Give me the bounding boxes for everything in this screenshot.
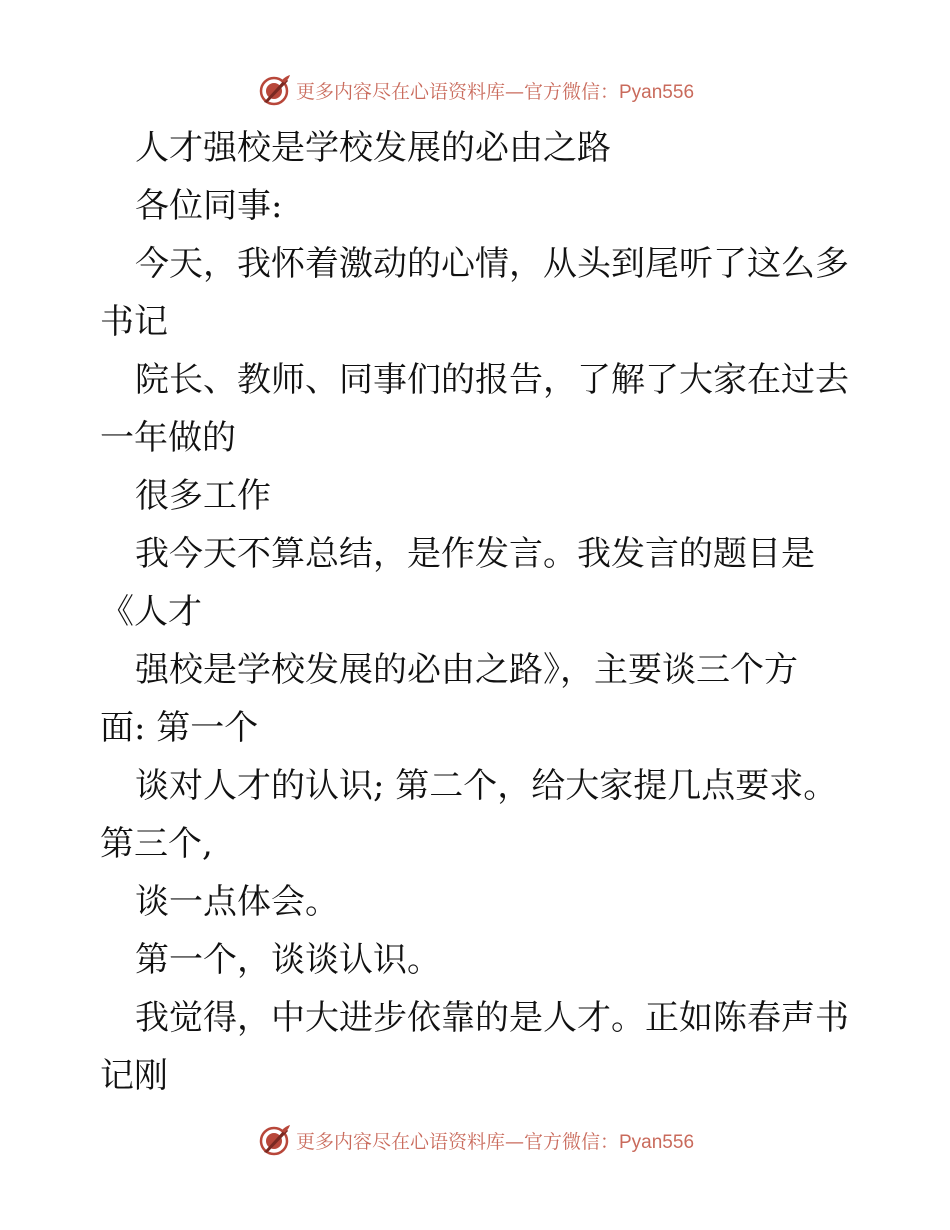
quill-seal-icon xyxy=(256,72,292,108)
footer-slogan: 更多内容尽在心语资料库 xyxy=(295,1130,505,1153)
doc-line: 院长、教师、同事们的报告，了解了大家在过去 xyxy=(135,360,849,400)
doc-line: 我觉得，中大进步依靠的是人才。正如陈春声书 xyxy=(135,998,849,1038)
doc-line: 强校是学校发展的必由之路》，主要谈三个方 xyxy=(135,650,798,690)
doc-line: 记刚 xyxy=(100,1056,168,1096)
header-text xyxy=(296,77,694,104)
doc-line: 各位同事: xyxy=(135,186,283,226)
doc-line: 第一个，谈谈认识。 xyxy=(135,940,441,980)
header-dash: — xyxy=(504,80,524,103)
doc-line: 一年做的 xyxy=(100,418,236,458)
doc-line: 谈一点体会。 xyxy=(135,882,339,922)
doc-line: 很多工作 xyxy=(135,476,271,516)
doc-line: 面: 第一个 xyxy=(100,708,259,748)
doc-title: 人才强校是学校发展的必由之路 xyxy=(135,128,611,168)
header-banner xyxy=(0,70,950,110)
quill-seal-icon xyxy=(256,1122,292,1158)
footer-wechat-label: 官方微信： xyxy=(523,1130,619,1153)
doc-line: 我今天不算总结，是作发言。我发言的题目是 xyxy=(135,534,815,574)
footer-banner xyxy=(0,1120,950,1160)
doc-line: 第三个, xyxy=(100,824,213,864)
doc-line: 谈对人才的认识; 第二个，给大家提几点要求。 xyxy=(135,766,838,806)
header-slogan: 更多内容尽在心语资料库 xyxy=(295,80,505,103)
footer-dash: — xyxy=(504,1130,524,1153)
header-wechat-id: Pyan556 xyxy=(619,81,695,103)
header-wechat-label: 官方微信： xyxy=(523,80,619,103)
doc-line: 书记 xyxy=(100,302,168,342)
doc-line: 今天，我怀着激动的心情，从头到尾听了这么多 xyxy=(135,244,849,284)
doc-line: 《人才 xyxy=(100,592,202,632)
footer-text xyxy=(296,1127,694,1154)
footer-wechat-id: Pyan556 xyxy=(619,1131,695,1153)
